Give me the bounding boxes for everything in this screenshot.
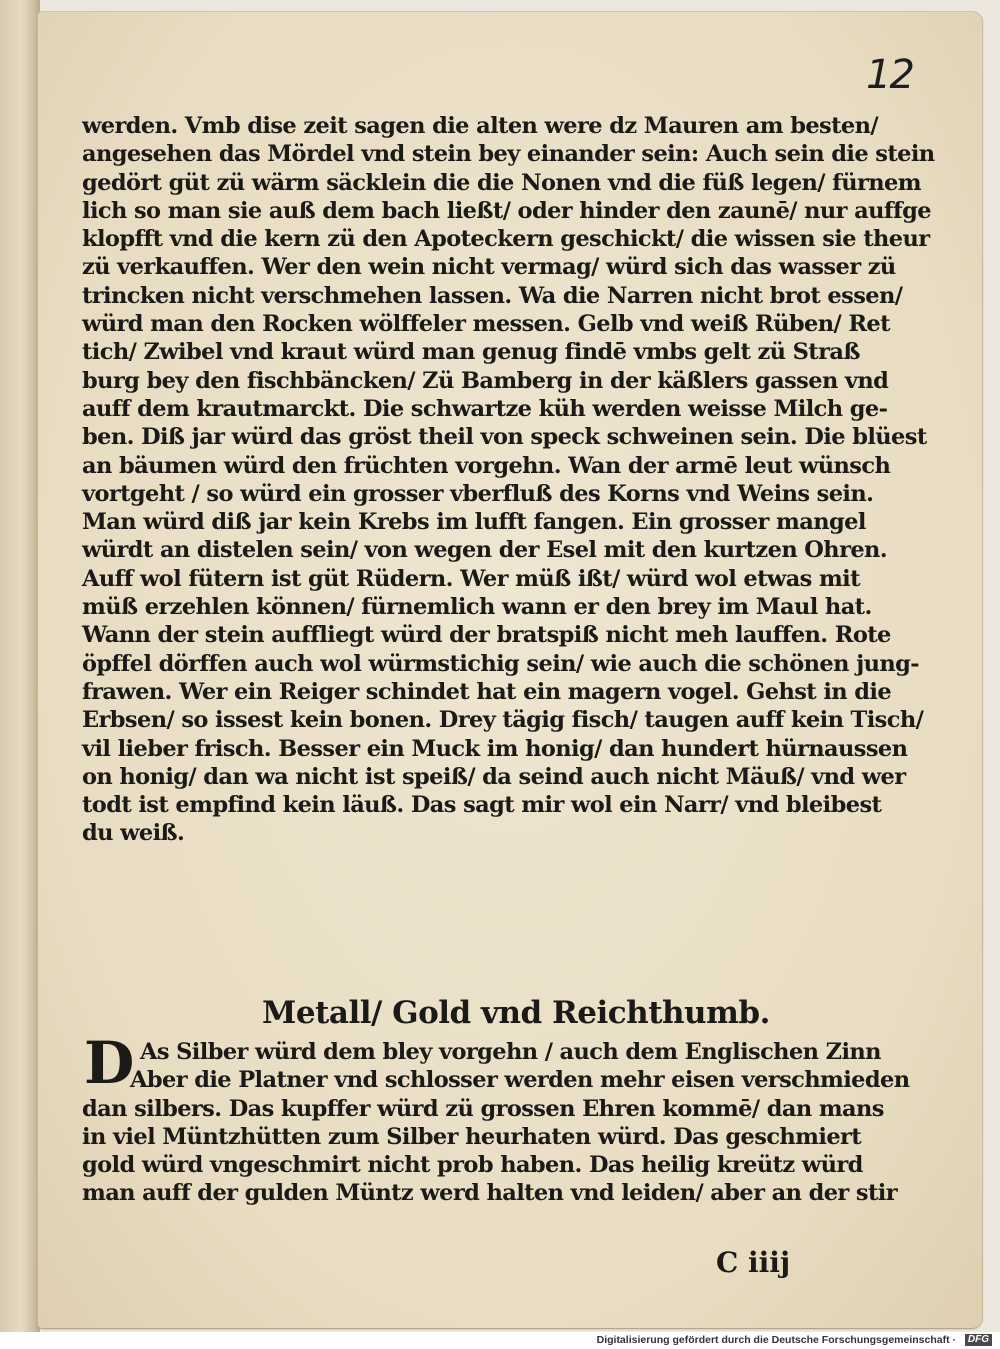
text-line: klopfft vnd die kern zü den Apoteckern geschickt/ die wissen sie theur [82, 226, 930, 253]
text-line: Erbsen/ so issest kein bonen. Drey tägig fisch/ taugen auff kein Tisch/ [82, 707, 924, 734]
left-page-edge [0, 0, 40, 1332]
signature-mark: C iiij [716, 1246, 791, 1279]
text-line: Aber die Platner vnd schlosser werden mehr eisen verschmieden [130, 1067, 910, 1094]
text-line: an bäumen würd den früchten vorgehn. Wan der armē leut wünsch [82, 452, 891, 479]
text-line: werden. Vmb dise zeit sagen die alten were dz Mauren am besten/ [82, 113, 878, 139]
text-line: würdt an distelen sein/ von wegen der Esel mit den kurtzen Ohren. [82, 537, 888, 564]
text-line: gedört güt zü wärm säcklein die die Nonen vnd die füß legen/ fürnem [82, 169, 921, 196]
funding-notice: Digitalisierung gefördert durch die Deutsche Forschungsgemeinschaft · [596, 1334, 956, 1346]
text-line: dan silbers. Das kupffer würd zü grossen Ehren kommē/ dan mans [82, 1095, 884, 1122]
text-line: vortgeht / so würd ein grosser vberfluß des Korns vnd Weins sein. [82, 480, 874, 507]
handwritten-page-number: 12 [866, 52, 913, 98]
text-line: man auff der gulden Müntz werd halten vnd leiden/ aber an der stir [82, 1180, 897, 1207]
dfg-logo-icon: DFG [965, 1334, 992, 1346]
text-line: gold würd vngeschmirt nicht prob haben. Das heilig kreütz würd [82, 1152, 863, 1179]
text-line: du weiß. [82, 820, 185, 847]
text-line: Wann der stein auffliegt würd der bratspiß nicht meh lauffen. Rote [82, 622, 891, 649]
paragraph-prognostication [82, 112, 964, 848]
text-line: tich/ Zwibel vnd kraut würd man genug findē vmbs gelt zü Straß [82, 339, 860, 366]
text-line: angesehen das Mördel vnd stein bey einander sein: Auch sein die stein [82, 141, 935, 168]
decorated-initial: D [84, 1029, 135, 1097]
text-line: on honig/ dan wa nicht ist speiß/ da seind auch nicht Mäuß/ vnd wer [82, 763, 906, 790]
text-line: würd man den Rocken wölffeler messen. Gelb vnd weiß Rüben/ Ret [82, 311, 890, 338]
text-line: ben. Diß jar würd das gröst theil von speck schweinen sein. Die blüest [82, 424, 927, 451]
text-line: lich so man sie auß dem bach ließt/ oder hinder den zaunē/ nur auffge [82, 197, 931, 224]
text-line: frawen. Wer ein Reiger schindet hat ein magern vogel. Gehst in die [82, 678, 892, 705]
text-line: burg bey den fischbäncken/ Zü Bamberg in der käßlers gassen vnd [82, 367, 889, 394]
paragraph-metals [82, 1038, 964, 1208]
text-line: todt ist empfind kein läuß. Das sagt mir wol ein Narr/ vnd bleibest [82, 792, 882, 819]
text-line: trincken nicht verschmehen lassen. Wa die Narren nicht brot essen/ [82, 282, 903, 309]
text-line: As Silber würd dem bley vorgehn / auch dem Englischen Zinn [140, 1039, 881, 1065]
text-line: vil lieber frisch. Besser ein Muck im honig/ dan hundert hürnaussen [82, 735, 908, 762]
footer-bar [0, 1332, 1000, 1349]
text-line: Man würd diß jar kein Krebs im lufft fangen. Ein grosser mangel [82, 509, 866, 536]
text-line: auff dem krautmarckt. Die schwartze küh werden weisse Milch ge- [82, 395, 888, 422]
text-line: müß erzehlen können/ fürnemlich wann er den brey im Maul hat. [82, 594, 872, 621]
text-line: in viel Müntzhütten zum Silber heurhaten würd. Das geschmiert [82, 1123, 862, 1150]
text-line: Auff wol fütern ist güt Rüdern. Wer müß ißt/ würd wol etwas mit [82, 565, 860, 592]
text-line: öpffel dörffen auch wol würmstichig sein/ wie auch die schönen jung- [82, 650, 919, 677]
text-line: zü verkauffen. Wer den wein nicht vermag/ würd sich das wasser zü [82, 254, 896, 281]
section-heading: Metall/ Gold vnd Reichthumb. [262, 995, 770, 1031]
